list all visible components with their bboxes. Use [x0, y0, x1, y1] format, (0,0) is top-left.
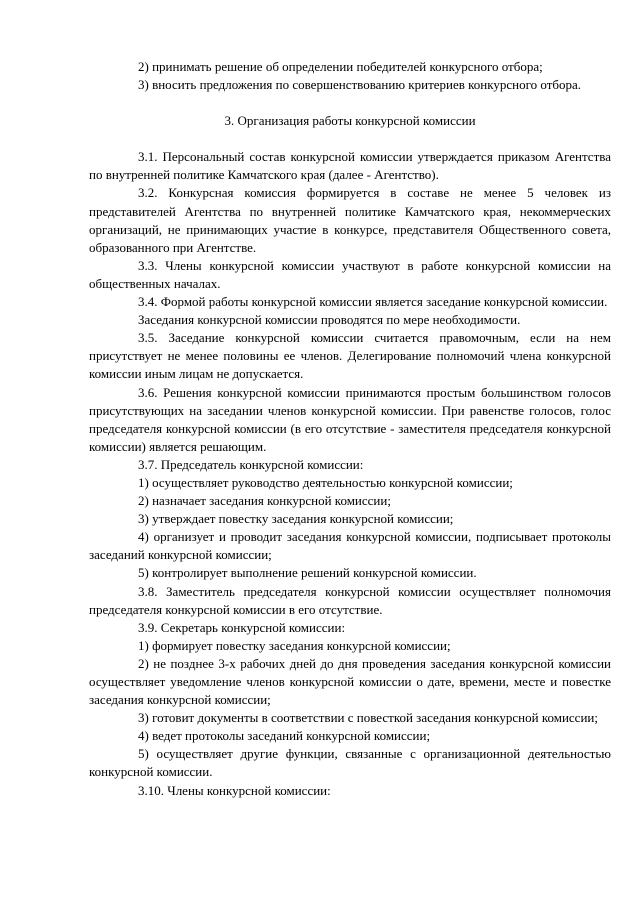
paragraph: 3.9. Секретарь конкурсной комиссии: [138, 619, 346, 635]
paragraph: 3.10. Члены конкурсной комиссии: [138, 782, 331, 798]
list-item: 2) не позднее 3-х рабочих дней до дня проведения заседания конкурсной комиссии осуществляет уведомление членов конкурсной комиссии о дате, времени, месте и повестке заседания конкурсной комиссии; [89, 655, 611, 708]
document-page [89, 58, 611, 800]
paragraph: 3.2. Конкурсная комиссия формируется в составе не менее 5 человек из представителей Агентства по внутренней политике Камчатского края, некоммерческих организаций, не принимающих участие в конкурсе, представителя Общественного совета, образованного при Агентстве. [89, 185, 611, 255]
list-item: 2) принимать решение об определении победителей конкурсного отбора; [138, 59, 543, 74]
list-item: 3) готовит документы в соответствии с повесткой заседания конкурсной комиссии; [138, 710, 598, 726]
list-item: 3) вносить предложения по совершенствованию критериев конкурсного отбора. [138, 77, 582, 93]
list-item: 1) осуществляет руководство деятельностью конкурсной комиссии; [138, 474, 513, 490]
paragraph: 3.3. Члены конкурсной комиссии участвуют в работе конкурсной комиссии на общественных началах. [89, 257, 611, 291]
list-item: 5) осуществляет другие функции, связанные с организационной деятельностью конкурсной комиссии. [89, 746, 611, 780]
section-title: 3. Организация работы конкурсной комиссии [224, 113, 476, 129]
paragraph: 3.7. Председатель конкурсной комиссии: [138, 456, 364, 472]
paragraph: Заседания конкурсной комиссии проводятся по мере необходимости. [138, 312, 521, 328]
list-item: 1) формирует повестку заседания конкурсной комиссии; [138, 637, 451, 653]
list-item: 5) контролирует выполнение решений конкурсной комиссии. [138, 565, 477, 581]
list-item: 3) утверждает повестку заседания конкурсной комиссии; [138, 511, 454, 527]
list-item: 4) организует и проводит заседания конкурсной комиссии, подписывает протоколы заседаний конкурсной комиссии; [89, 529, 611, 563]
list-item: 2) назначает заседания конкурсной комиссии; [138, 493, 391, 509]
paragraph: 3.1. Персональный состав конкурсной комиссии утверждается приказом Агентства по внутренней политике Камчатского края (далее - Агентство). [89, 149, 611, 183]
list-item: 4) ведет протоколы заседаний конкурсной комиссии; [138, 728, 431, 744]
paragraph: 3.6. Решения конкурсной комиссии принимаются простым большинством голосов присутствующих на заседании членов конкурсной комиссии. При равенстве голосов, голос председателя конкурсной комиссии (в его отсутствие - заместителя председателя конкурсной комиссии) является решающим. [89, 384, 611, 454]
paragraph: 3.8. Заместитель председателя конкурсной комиссии осуществляет полномочия председателя конкурсной комиссии в его отсутствие. [89, 583, 611, 617]
paragraph: 3.5. Заседание конкурсной комиссии считается правомочным, если на нем присутствует не менее половины ее членов. Делегирование полномочий члена конкурсной комиссии иным лицам не допускается. [89, 330, 611, 382]
paragraph: 3.4. Формой работы конкурсной комиссии является заседание конкурсной комиссии. [138, 294, 608, 310]
